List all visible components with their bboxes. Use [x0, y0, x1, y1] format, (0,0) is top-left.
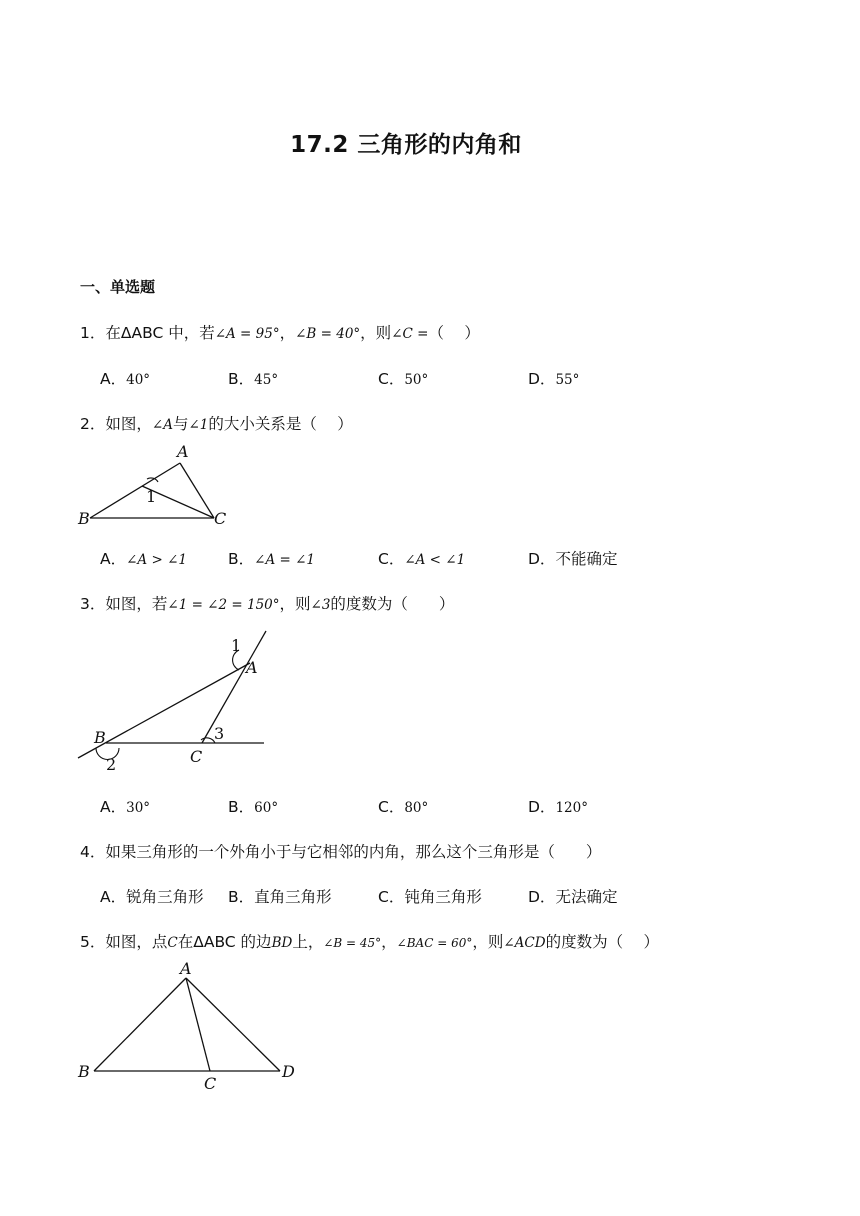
- math-expression: ∠C =: [391, 326, 429, 342]
- option-a: [100, 547, 187, 569]
- option-b: [228, 547, 315, 569]
- figure-q5-triangle: [74, 958, 304, 1094]
- question-text: 的度数为（ ）: [545, 933, 660, 951]
- math-expression: ∠3: [310, 597, 331, 613]
- vertex-label-a: A: [180, 959, 192, 978]
- math-expression: ∠ACD: [503, 935, 546, 951]
- option-value: ∠A < ∠1: [404, 552, 466, 568]
- vertex-label-c: C: [204, 1074, 217, 1093]
- option-label: C．: [378, 550, 405, 568]
- segment-ab: [94, 978, 186, 1071]
- math-expression: BD: [271, 935, 293, 951]
- option-label: B．: [228, 370, 255, 388]
- question-text: 如图，点: [105, 933, 168, 951]
- option-label: B．: [228, 550, 255, 568]
- question-text: 与: [172, 415, 189, 433]
- question-text: 如图，: [105, 415, 152, 433]
- vertex-label-a: A: [177, 442, 189, 461]
- option-value: ∠A > ∠1: [126, 552, 187, 568]
- option-label: C．: [378, 888, 405, 906]
- figure-q2-triangle: [76, 442, 236, 530]
- option-label: A．: [100, 370, 127, 388]
- option-value: 55°: [555, 372, 580, 388]
- option-b: [228, 367, 278, 389]
- segment-ac: [186, 978, 210, 1071]
- option-value: 直角三角形: [254, 888, 332, 906]
- question-text: 如果三角形的一个外角小于与它相邻的内角，那么这个三角形是（ ）: [105, 843, 602, 861]
- vertex-label-b: B: [78, 509, 90, 528]
- vertex-label-c: C: [190, 747, 203, 766]
- option-label: B．: [228, 798, 255, 816]
- option-value: 120°: [555, 800, 588, 816]
- vertex-label-d: D: [282, 1062, 295, 1081]
- option-b: [228, 795, 278, 817]
- math-expression: ∠1: [188, 417, 209, 433]
- vertex-label-b: B: [78, 1062, 90, 1081]
- math-expression: ∠1 = ∠2 = 150°: [167, 597, 280, 613]
- option-value: 30°: [126, 800, 151, 816]
- option-label: D．: [528, 370, 556, 388]
- option-label: A．: [100, 550, 127, 568]
- option-a: [100, 367, 150, 389]
- option-label: B．: [228, 888, 255, 906]
- question-text: 的度数为（ ）: [330, 595, 455, 613]
- option-d: [528, 795, 588, 817]
- option-label: A．: [100, 798, 127, 816]
- question-text: 在ΔABC 中，若: [105, 324, 215, 342]
- question-text: 的大小关系是（ ）: [208, 415, 353, 433]
- question-2: [80, 412, 353, 434]
- option-value: 40°: [126, 372, 151, 388]
- segment-ad: [186, 978, 280, 1071]
- option-label: A．: [100, 888, 127, 906]
- option-c: [378, 795, 428, 817]
- option-value: 钝角三角形: [404, 888, 482, 906]
- question-3: [80, 592, 454, 614]
- vertex-label-a: A: [246, 658, 258, 677]
- option-a: [100, 795, 150, 817]
- figure-q3-triangle: [76, 626, 276, 776]
- angle-label-1: 1: [146, 487, 157, 506]
- vertex-label-c: C: [214, 509, 227, 528]
- option-d: [528, 547, 617, 569]
- option-value: 50°: [404, 372, 429, 388]
- option-value: 无法确定: [555, 888, 618, 906]
- question-text: ，则: [472, 933, 504, 951]
- option-c: [378, 547, 465, 569]
- question-text: 上，: [292, 933, 324, 951]
- math-expression: ∠B = 40°: [295, 326, 361, 342]
- question-5: [80, 930, 659, 952]
- option-d: [528, 885, 617, 907]
- option-d: [528, 367, 579, 389]
- math-expression: ∠A: [151, 417, 173, 433]
- option-label: D．: [528, 888, 556, 906]
- question-text: ，: [381, 933, 397, 951]
- math-expression: ∠A = 95°: [214, 326, 280, 342]
- option-value: 60°: [254, 800, 279, 816]
- question-number: 2．: [80, 415, 106, 433]
- segment-ba: [90, 463, 180, 518]
- math-expression: C: [167, 935, 178, 951]
- question-1: [80, 321, 480, 343]
- angle-label-2: 2: [106, 755, 117, 774]
- question-text: ，则: [360, 324, 392, 342]
- question-text: ，则: [279, 595, 311, 613]
- question-4: [80, 840, 601, 862]
- question-number: 4．: [80, 843, 106, 861]
- math-expression: ∠B = 45°: [323, 936, 382, 950]
- question-text: 在ΔABC 的边: [177, 933, 272, 951]
- option-value: 80°: [404, 800, 429, 816]
- option-label: C．: [378, 798, 405, 816]
- option-value: 45°: [254, 372, 279, 388]
- option-label: C．: [378, 370, 405, 388]
- option-c: [378, 885, 482, 907]
- angle-label-3: 3: [214, 724, 225, 743]
- vertex-label-b: B: [94, 728, 106, 747]
- option-a: [100, 885, 204, 907]
- option-label: D．: [528, 550, 556, 568]
- question-number: 5．: [80, 933, 106, 951]
- option-value: ∠A = ∠1: [254, 552, 315, 568]
- math-expression: ∠BAC = 60°: [396, 936, 473, 950]
- option-value: 锐角三角形: [126, 888, 204, 906]
- section-heading: 一、单选题: [80, 278, 156, 296]
- angle-label-1: 1: [231, 636, 242, 655]
- question-number: 3．: [80, 595, 106, 613]
- page-title: 17.2 三角形的内角和: [290, 132, 522, 158]
- option-b: [228, 885, 332, 907]
- option-c: [378, 367, 428, 389]
- option-label: D．: [528, 798, 556, 816]
- question-text: ，: [279, 324, 296, 342]
- option-value: 不能确定: [555, 550, 618, 568]
- question-number: 1．: [80, 324, 106, 342]
- question-text: （ ）: [428, 324, 480, 342]
- question-text: 如图，若: [105, 595, 168, 613]
